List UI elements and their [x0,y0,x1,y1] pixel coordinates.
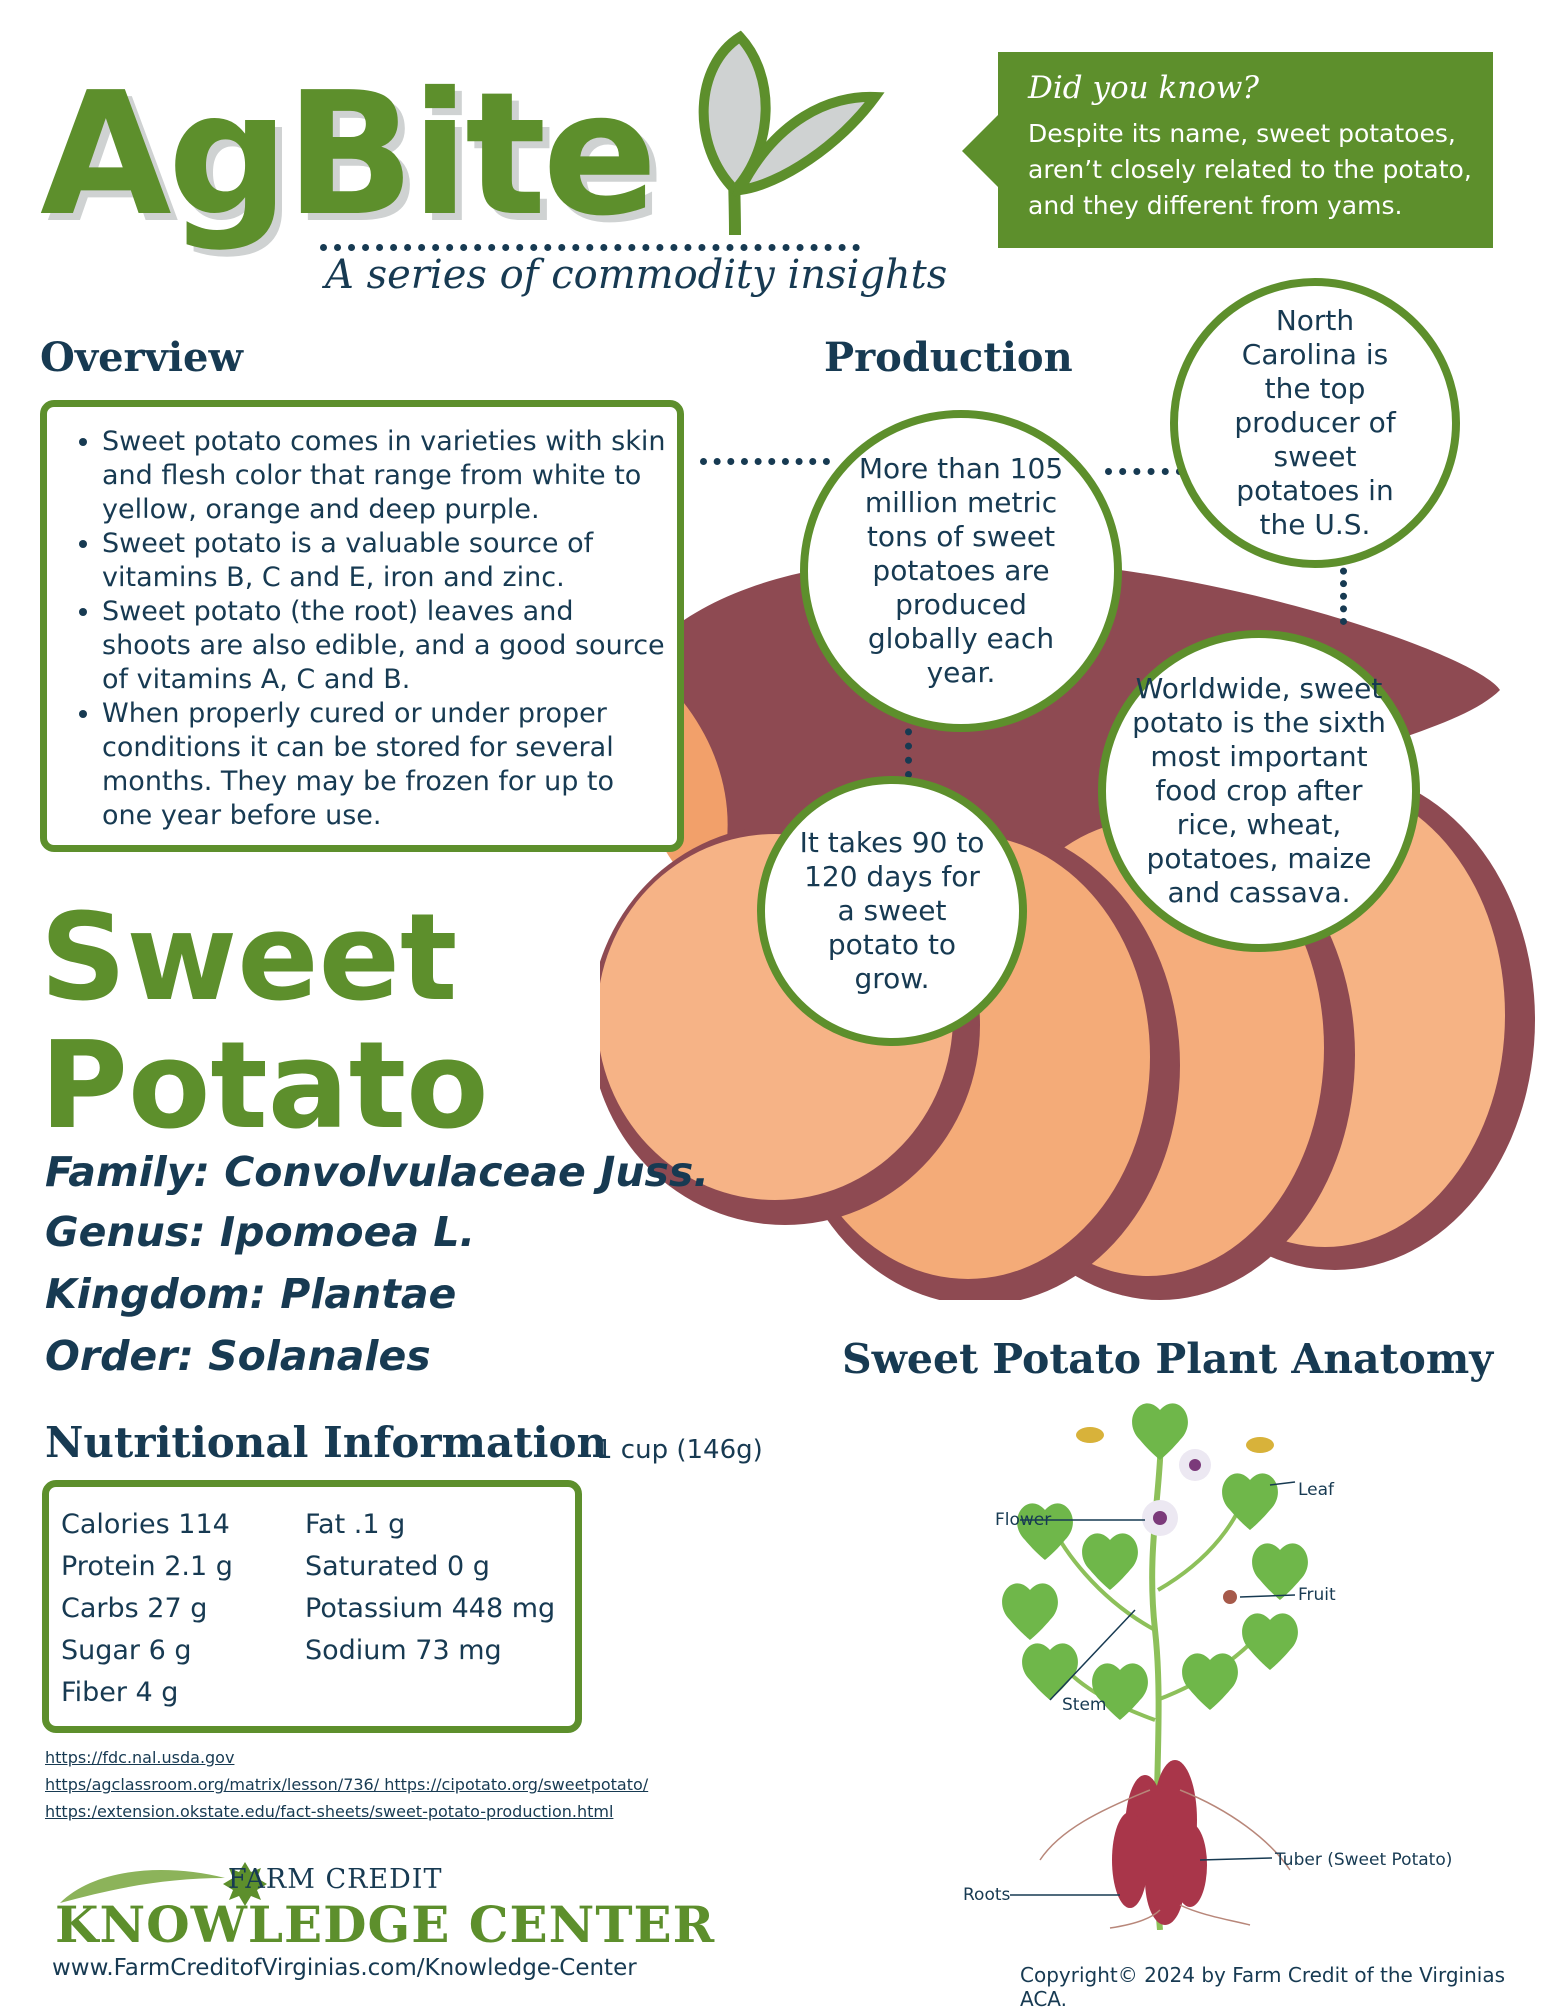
knowledge-center-wordmark: KNOWLEDGE CENTER [55,1895,716,1954]
production-fact-circle [1098,630,1420,952]
nutrition-item: Saturated 0 g [305,1551,490,1582]
taxonomy-family: Family: Convolvulaceae Juss. [45,1148,709,1196]
connector-line [700,458,830,465]
anatomy-label-roots: Roots [963,1885,1011,1905]
nutrition-item: Fiber 4 g [61,1677,179,1708]
commodity-title [40,889,489,1156]
production-fact: Worldwide, sweet potato is the sixth most important food crop after rice, wheat, potatoes, maize and cassava. [1132,672,1386,909]
callout-arrow [962,115,998,187]
anatomy-title: Sweet Potato Plant Anatomy [842,1335,1494,1383]
agbite-logo: AgBite [40,56,654,254]
commodity-title-line: Sweet [40,889,458,1028]
list-item: • When properly cured or under proper conditions it can be stored for several months. They may be frozen for up to one year before use. [102,697,667,833]
farm-credit-wordmark: FARM CREDIT [228,1864,443,1895]
production-fact: North Carolina is the top producer of sweet potatoes in the U.S. [1234,304,1396,541]
taxonomy-kingdom: Kingdom: Plantae [45,1270,457,1318]
nutrition-item: Fat .1 g [305,1509,406,1540]
footer-url[interactable]: www.FarmCreditofVirginias.com/Knowledge-Center [52,1955,637,1981]
nutrition-title: Nutritional Information [45,1418,608,1467]
nutrition-item: Calories 114 [61,1509,230,1540]
anatomy-label-flower: Flower [995,1510,1052,1530]
nutrition-item: Carbs 27 g [61,1593,208,1624]
nutrition-item: Sodium 73 mg [305,1635,502,1666]
taxonomy-order: Order: Solanales [45,1332,431,1380]
serving-size: 1 cup (146g) [596,1435,763,1465]
nutrition-box [42,1480,582,1733]
commodity-title-line: Potato [40,1017,489,1156]
source-link[interactable]: https://fdc.nal.usda.gov [45,1748,235,1767]
production-fact: More than 105 million metric tons of sweet potatoes are produced globally each year. [858,452,1064,689]
list-item: • Sweet potato is a valuable source of vitamins B, C and E, iron and zinc. [102,527,667,595]
copyright: Copyright© 2024 by Farm Credit of the Virginias ACA. [1020,1963,1506,2011]
anatomy-label-fruit: Fruit [1298,1585,1336,1605]
header-divider [320,244,860,251]
anatomy-label-leaf: Leaf [1298,1480,1335,1500]
did-you-know-title: Did you know? [1028,70,1260,106]
did-you-know-box [998,52,1493,248]
list-item: • Sweet potato comes in varieties with skin and flesh color that range from white to yellow, orange and deep purple. [102,425,667,527]
source-link[interactable]: https:/extension.okstate.edu/fact-sheets/sweet-potato-production.html [45,1802,614,1821]
connector-line [1105,468,1183,475]
nutrition-item: Sugar 6 g [61,1635,192,1666]
leaf-logo-icon [680,25,890,245]
anatomy-label-tuber: Tuber (Sweet Potato) [1275,1850,1453,1870]
overview-list [47,407,677,833]
taxonomy-genus: Genus: Ipomoea L. [45,1208,476,1256]
production-fact-circle [757,776,1027,1046]
production-fact-circle [800,410,1122,732]
nutrition-item: Potassium 448 mg [305,1593,556,1624]
production-fact-circle [1170,278,1460,568]
tagline: A series of commodity insights [325,252,948,298]
production-fact: It takes 90 to 120 days for a sweet potato to grow. [799,826,985,995]
list-item: • Sweet potato (the root) leaves and shoots are also edible, and a good source of vitamins A, C and B. [102,595,667,697]
production-title: Production [824,334,1073,381]
overview-box [40,400,684,852]
source-link[interactable]: https/agclassroom.org/matrix/lesson/736/ https://cipotato.org/sweetpotato/ [45,1775,649,1794]
overview-title: Overview [40,334,243,381]
anatomy-label-stem: Stem [1062,1695,1107,1715]
did-you-know-body: Despite its name, sweet potatoes, aren’t closely related to the potato, and they different from yams. [1028,119,1472,220]
plant-anatomy-diagram [950,1390,1470,1930]
nutrition-item: Protein 2.1 g [61,1551,233,1582]
